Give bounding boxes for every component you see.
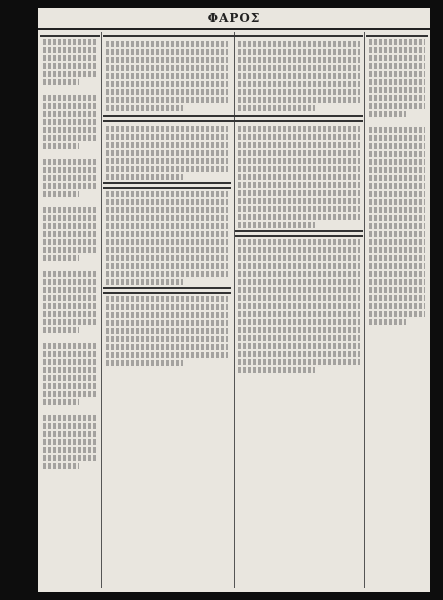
column-4	[366, 32, 428, 588]
divider	[103, 187, 231, 189]
column-rule	[364, 32, 365, 588]
newspaper-page	[38, 8, 430, 592]
divider	[103, 292, 231, 294]
column-1	[40, 32, 100, 588]
column-rule	[101, 32, 102, 588]
divider	[103, 120, 363, 122]
divider	[103, 115, 363, 117]
divider	[103, 287, 231, 289]
divider	[235, 230, 363, 232]
masthead	[38, 8, 430, 30]
masthead-title: ΦΑΡΟΣ	[207, 11, 261, 25]
divider	[103, 35, 363, 37]
divider	[40, 35, 100, 37]
divider	[366, 35, 428, 37]
divider	[103, 182, 231, 184]
divider	[235, 235, 363, 237]
center-columns	[103, 32, 363, 588]
